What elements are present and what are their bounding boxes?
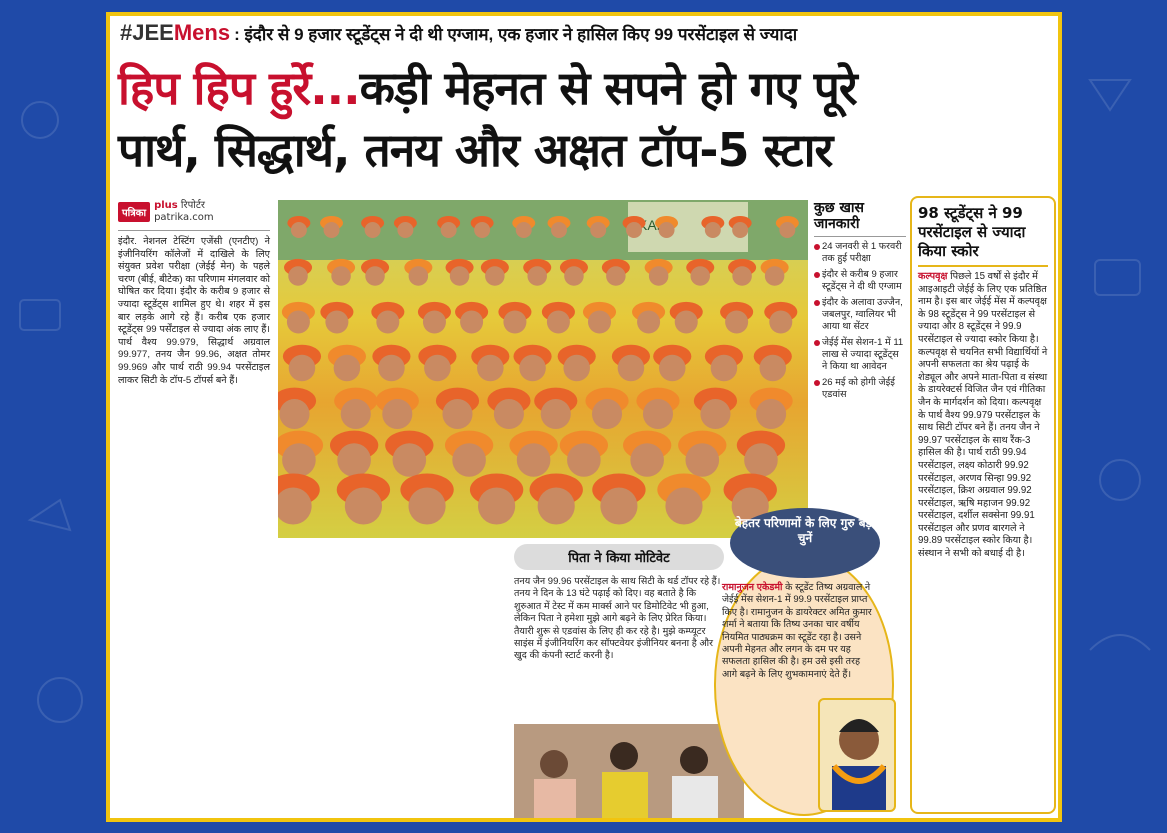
family-photo — [514, 724, 744, 822]
crowd-face — [649, 266, 669, 286]
patrika-logo: पत्रिका — [118, 202, 150, 222]
crowd-face — [765, 266, 785, 286]
crowd-face — [732, 222, 748, 238]
crowd-face — [291, 222, 307, 238]
crowd-face — [287, 310, 310, 333]
crowd-face — [279, 399, 309, 429]
crowd-face — [690, 266, 710, 286]
kalpvriksh-box — [910, 196, 1056, 814]
crowd-face — [517, 443, 551, 477]
crowd-face — [541, 399, 571, 429]
crowd-face — [567, 443, 601, 477]
crowd-face — [551, 222, 567, 238]
crowd-face — [324, 222, 340, 238]
crowd-face — [516, 222, 532, 238]
fact-item: इंदौर के अलावा उज्जैन, जबलपुर, ग्वालियर भी आया था सेंटर — [814, 297, 906, 333]
crowd-face — [288, 266, 308, 286]
crowd-face — [606, 266, 626, 286]
crowd-face — [643, 399, 673, 429]
facts-column — [814, 200, 906, 405]
academy-heading: बेहतर परिणामों के लिए गुरु बड़ा चुनें — [730, 508, 880, 578]
crowd-face — [345, 487, 382, 524]
crowd-face — [325, 310, 348, 333]
father-heading: पिता ने किया मोटिवेट — [514, 544, 724, 570]
crowd-face — [397, 222, 413, 238]
crowd-face — [474, 222, 490, 238]
crowd-face — [659, 222, 675, 238]
crowd-face — [503, 310, 526, 333]
fact-item: जेईई मेंस सेशन-1 में 11 लाख से ज्यादा स्टूडेंट्स ने किया था आवेदन — [814, 337, 906, 373]
crowd-face — [700, 399, 730, 429]
crowd-face — [376, 310, 399, 333]
crowd-face — [441, 222, 457, 238]
crowd-face — [365, 266, 385, 286]
headline-line-1 — [118, 56, 857, 118]
family-illustration — [514, 724, 744, 822]
crowd-face — [527, 266, 547, 286]
crowd-face — [744, 443, 778, 477]
crowd-face — [485, 266, 505, 286]
crowd-face — [759, 355, 786, 382]
student-portrait — [818, 698, 896, 812]
crowd-face — [282, 443, 316, 477]
students-celebration-photo — [278, 200, 808, 538]
byline-text: plus रिपोर्टर patrika.com — [154, 200, 214, 223]
newspaper-clipping — [106, 12, 1062, 822]
crowd-face — [732, 266, 752, 286]
student-illustration — [820, 700, 896, 812]
crowd-face — [408, 487, 445, 524]
facts-title: कुछ खास जानकारी — [814, 200, 864, 232]
kicker-text: : इंदौर से 9 हजार स्टूडेंट्स ने दी थी एग्जाम, एक हजार ने हासिल किए 99 परसेंटाइल से ज्यादा — [234, 25, 798, 44]
crowd-face — [590, 222, 606, 238]
crowd-face — [477, 355, 504, 382]
crowd-face — [705, 222, 721, 238]
crowd-face — [600, 487, 637, 524]
crowd-face — [618, 355, 645, 382]
father-section — [514, 544, 724, 663]
headline-red-part: हिप हिप हुर्रे... — [118, 61, 360, 115]
crowd-face — [393, 443, 427, 477]
crowd-face — [334, 355, 361, 382]
crowd-face — [365, 222, 381, 238]
crowd-face — [675, 310, 698, 333]
crowd-face — [665, 487, 702, 524]
crowd-illustration — [278, 200, 808, 538]
crowd-face — [779, 222, 795, 238]
kalpvriksh-title: 98 स्टूडेंट्स ने 99 परसेंटाइल से ज्यादा किया स्कोर — [918, 204, 1048, 267]
crowd-face — [538, 487, 575, 524]
crowd-face — [378, 355, 405, 382]
crowd-face — [519, 355, 546, 382]
crowd-face — [637, 310, 660, 333]
crowd-face — [592, 399, 622, 429]
crowd-face — [725, 310, 748, 333]
crowd-face — [337, 443, 371, 477]
crowd-face — [460, 310, 483, 333]
crowd-face — [769, 310, 792, 333]
crowd-face — [409, 266, 429, 286]
crowd-face — [478, 487, 515, 524]
crowd-face — [756, 399, 786, 429]
byline — [118, 200, 270, 224]
headline-line-2: पार्थ, सिद्धार्थ, तनय और अक्षत टॉप-5 स्टार — [118, 123, 833, 177]
crowd-face — [424, 355, 451, 382]
left-article-text: इंदौर. नेशनल टेस्टिंग एजेंसी (एनटीए) ने इंजीनियरिंग कॉलेजों में दाखिले के लिए संयुक्त प्रवेश परीक्षा (जेईई मेन) के पहले चरण (बीई, बीटेक) का परिणाम मंगलवार को घोषित कर दिया। इंदौर के करीब 9 हजार से ज्यादा स्टूडेंट्स शामिल हुए थे। शहर में इस बार लड़के आगे रहे हैं। करीब एक हजार स्टूडेंट्स 99 पर्सेंटाइल से ज्यादा अंक लाए हैं। पार्थ वैश्य 99.979, सिद्धार्थ अग्रवाल 99.977, तनय जैन 99.96, अक्षत तोमर 99.969 और पार्थ राठी 99.94 परसेंटाइल लाकर सिटी के टॉप-5 टॉपर्स बने हैं। — [118, 236, 270, 386]
crowd-face — [452, 443, 486, 477]
crowd-face — [626, 222, 642, 238]
hashtag: #JEEMens — [120, 20, 231, 45]
crowd-face — [588, 310, 611, 333]
crowd-face — [423, 310, 446, 333]
crowd-face — [450, 266, 470, 286]
crowd-face — [685, 443, 719, 477]
kicker-line — [120, 20, 797, 46]
crowd-face — [442, 399, 472, 429]
crowd-face — [630, 443, 664, 477]
crowd-face — [711, 355, 738, 382]
fact-item: 26 मई को होगी जेईई एडवांस — [814, 377, 906, 401]
byline-site: patrika.com — [154, 212, 214, 223]
crowd-face — [659, 355, 686, 382]
fact-item: इंदौर से करीब 9 हजार स्टूडेंट्स ने दी थी एग्जाम — [814, 269, 906, 293]
left-column — [118, 200, 270, 387]
crowd-face — [382, 399, 412, 429]
crowd-face — [331, 266, 351, 286]
kalpvriksh-text: कल्पवृक्ष पिछले 15 वर्षों से इंदौर में आइआइटी जेईई के लिए एक प्रतिष्ठित नाम है। इस बार जेईई मेंस में कल्पवृक्ष के 98 स्टूडेंट्स ने 99 परसेंटाइल से ज्यादा और 8 स्टूडेंट्स ने 99.9 परसेंटाइल से ज्यादा स्कोर किया है। कल्पवृक्ष से चयनित सभी विद्यार्थियों ने अपनी सफलता का श्रेय पढ़ाई के शेड्यूल और अपने माता-पिता व संस्था के डायरेक्टर्स विजित जैन एवं गीतिका जैन के मार्गदर्शन को दिया। कल्पवृक्ष के पार्थ वैश्य 99.979 परसेंटाइल के साथ सिटी टॉपर बने हैं। तनय जैन ने 99.97 परसेंटाइल के साथ रैंक-3 हासिल की है। पार्थ राठी 99.94 परसेंटाइल, लक्ष्य कोठारी 99.92 परसेंटाइल, अरणव सिन्हा 99.92 परसेंटाइल, क्रिश अग्रवाल 99.92 परसेंटाइल, ऋषि महाजन 99.92 परसेंटाइल, दर्शील सक्सेना 99.91 परसेंटाइल और प्रणव बारगले ने 99.89 परसेंटाइल स्कोर किया है। संस्थान ने सभी को बधाई दी है। — [918, 271, 1048, 560]
crowd-face — [289, 355, 316, 382]
fact-item: 24 जनवरी से 1 फरवरी तक हुई परीक्षा — [814, 241, 906, 265]
headline-black-part: कड़ी मेहनत से सपने हो गए पूरे — [359, 61, 857, 115]
crowd-face — [494, 399, 524, 429]
academy-text: रामानुजन एकेडमी के स्टूडेंट तिष्य अग्रवाल ने जेईई मेंस सेशन-1 में 99.9 परसेंटाइल प्राप्त किए है। रामानुजन के डायरेक्टर अमित कुमार शर्मा ने बताया कि तिष्य उनका चार वर्षीय नियमित पाठ्यक्रम का स्टूडेंट रहा है। उसने अपनी मेहनत और लगन के दम पर यह सफलता हासिल की है। हम उसे इसी तरह आगे बढ़ने के लिए शुभकामनाएं देते हैं। — [722, 582, 872, 680]
facts-list — [814, 241, 906, 401]
crowd-face — [564, 266, 584, 286]
crowd-face — [547, 310, 570, 333]
father-text: तनय जैन 99.96 परसेंटाइल के साथ सिटी के थर्ड टॉपर रहे हैं। तनय ने दिन के 13 घंटे पढ़ाई को दिए। वह बताते है कि शुरुआत में टेस्ट में कम मार्क्स आने पर डिमोटिवेट भी हुआ, लेकिन पिता ने हमेशा मुझे आगे बढ़ने के लिए प्रेरित किया। तैयारी शुरू से एडवांस के लिए ही कर रहे है। मुझे कम्प्यूटर साइंस में इंजीनियरिंग कर सॉफ्टवेयर इंजीनियर बनना है और खुद की कंपनी स्टार्ट करनी है। — [514, 576, 721, 662]
crowd-face — [341, 399, 371, 429]
crowd-face — [563, 355, 590, 382]
